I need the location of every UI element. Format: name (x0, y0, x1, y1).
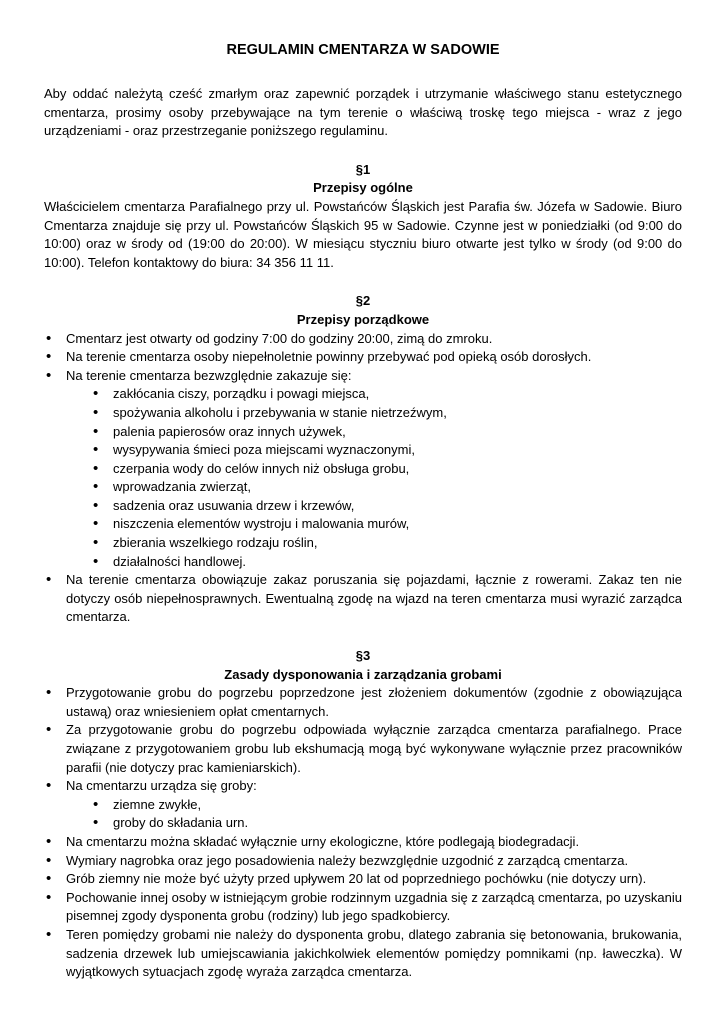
section-3-heading: Zasady dysponowania i zarządzania grobami (224, 666, 502, 682)
list-item: • Grób ziemny nie może być użyty przed upływem 20 lat od poprzedniego pochówku (nie dotyczy urn). (44, 870, 682, 889)
sublist-item: • działalności handlowej. (66, 553, 682, 572)
prohibitions-sublist (66, 385, 682, 571)
section-1 (44, 161, 682, 273)
sublist-item: • wprowadzania zwierząt, (66, 478, 682, 497)
sublist-item: • czerpania wody do celów innych niż obsługa grobu, (66, 460, 682, 479)
section-1-heading: Przepisy ogólne (313, 180, 413, 196)
document-page (44, 40, 682, 982)
list-item: • Na cmentarzu można składać wyłącznie urny ekologiczne, które podlegają biodegradacji. (44, 833, 682, 852)
list-item-with-sublist (44, 777, 682, 833)
sublist-item: • ziemne zwykłe, (66, 796, 682, 815)
section-3-number: §3 (355, 648, 371, 664)
section-1-number: §1 (355, 161, 371, 177)
section-2 (44, 292, 682, 627)
list-item-with-sublist (44, 367, 682, 572)
section-3-list (44, 684, 682, 982)
list-item-text: Na terenie cmentarza bezwzględnie zakazuje się: (66, 367, 352, 383)
sublist-item: • groby do składania urn. (66, 814, 682, 833)
section-1-text: Właścicielem cmentarza Parafialnego przy ul. Powstańców Śląskich jest Parafia św. Józefa w Sadowie. Biuro Cmentarza znajduje się przy ul. Powstańców Śląskich 95 w Sadowie. Czynne jest w poniedziałki (od 9:00 do 10:00) oraz w środy od (19:00 do 20:00). W miesiącu styczniu biuro otwarte jest tylko w środy (od 9:00 do 10:00). Telefon kontaktowy do biura: 34 356 11 11. (44, 198, 682, 270)
section-2-list (44, 330, 682, 628)
sublist-item: • wysypywania śmieci poza miejscami wyznaczonymi, (66, 441, 682, 460)
sublist-item: • sadzenia oraz usuwania drzew i krzewów, (66, 497, 682, 516)
list-item: • Na terenie cmentarza osoby niepełnoletnie powinny przebywać pod opieką osób dorosłych. (44, 348, 682, 367)
grave-types-sublist (66, 796, 682, 833)
list-item: • Za przygotowanie grobu do pogrzebu odpowiada wyłącznie zarządca cmentarza parafialnego. Prace związane z przygotowaniem grobu lub ekshumacją mogą być wykonywane wyłącznie przez pracowników parafii (nie dotyczy prac kamieniarskich). (44, 721, 682, 777)
sublist-item: • niszczenia elementów wystroju i malowania murów, (66, 515, 682, 534)
list-item: • Wymiary nagrobka oraz jego posadowienia należy bezwzględnie uzgodnić z zarządcą cmentarza. (44, 852, 682, 871)
section-2-number: §2 (355, 293, 371, 309)
section-2-heading: Przepisy porządkowe (296, 311, 430, 327)
list-item-text: Na cmentarzu urządza się groby: (66, 778, 257, 794)
list-item: • Teren pomiędzy grobami nie należy do dysponenta grobu, dlatego zabrania się betonowania, brukowania, sadzenia drzewek lub umiejscawiania jakichkolwiek elementów pomiędzy pomnikami (np. ławeczka). W wyjątkowych sytuacjach zgodę wyraża zarządca cmentarza. (44, 926, 682, 982)
list-item: • Cmentarz jest otwarty od godziny 7:00 do godziny 20:00, zimą do zmroku. (44, 330, 682, 349)
intro-paragraph: Aby oddać należytą cześć zmarłym oraz zapewnić porządek i utrzymanie właściwego stanu estetycznego cmentarza, prosimy osoby przebywające na tym terenie o właściwą troskę tego miejsca - wraz z jego urządzeniami - oraz przestrzeganie poniższego regulaminu. (44, 86, 682, 139)
document-title: REGULAMIN CMENTARZA W SADOWIE (226, 42, 500, 58)
list-item: • Na terenie cmentarza obowiązuje zakaz poruszania się pojazdami, łącznie z rowerami. Zakaz ten nie dotyczy osób niepełnosprawnych. Ewentualną zgodę na wjazd na teren cmentarza musi wyrazić zarządca cmentarza. (44, 571, 682, 627)
list-item: • Pochowanie innej osoby w istniejącym grobie rodzinnym uzgadnia się z zarządcą cmentarza, po uzyskaniu pisemnej zgody dysponenta grobu (rodziny) lub jego spadkobiercy. (44, 889, 682, 926)
sublist-item: • palenia papierosów oraz innych używek, (66, 423, 682, 442)
list-item: • Przygotowanie grobu do pogrzebu poprzedzone jest złożeniem dokumentów (zgodnie z obowiązująca ustawą) oraz wniesieniem opłat cmentarnych. (44, 684, 682, 721)
section-3 (44, 647, 682, 982)
sublist-item: • spożywania alkoholu i przebywania w stanie nietrzeźwym, (66, 404, 682, 423)
sublist-item: • zakłócania ciszy, porządku i powagi miejsca, (66, 385, 682, 404)
sublist-item: • zbierania wszelkiego rodzaju roślin, (66, 534, 682, 553)
